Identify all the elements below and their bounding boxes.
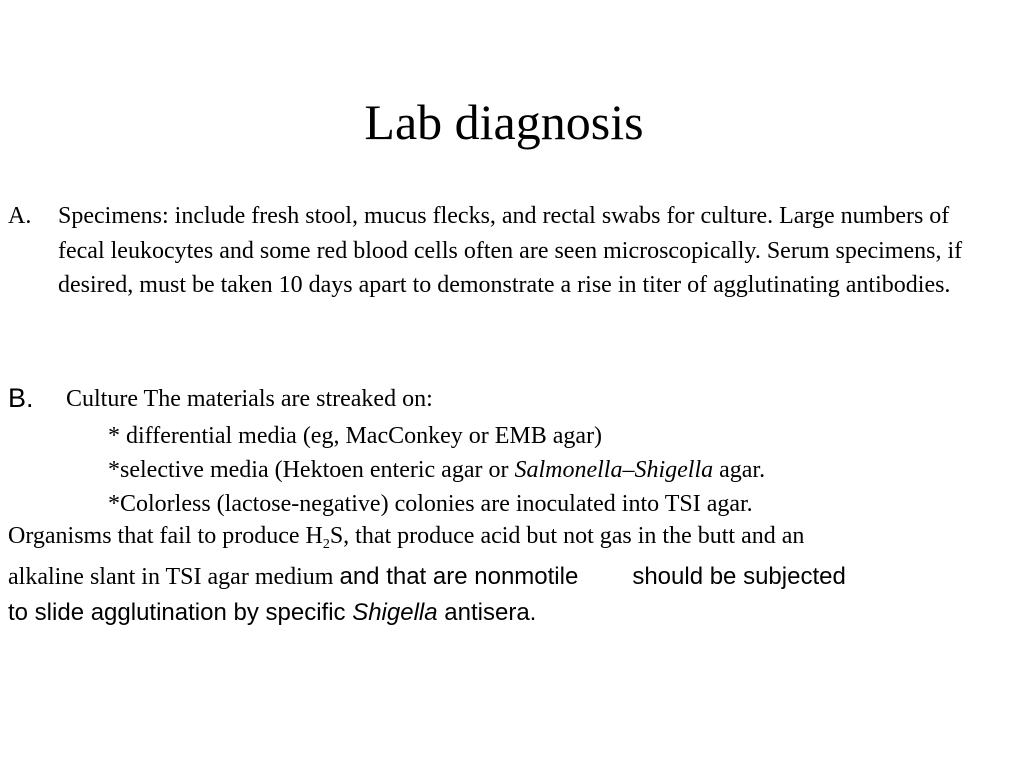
selective-media-italic: Salmonella–Shigella [514,457,714,483]
item-a-marker: A. [8,203,32,229]
h2s-subscript: 2 [322,537,330,552]
paragraph-line-3 [8,595,1008,629]
culture-media-list [108,419,765,521]
selective-media-suffix: agar. [713,457,766,483]
list-item-selective-media [108,453,765,487]
list-item-differential-media: * differential media (eg, MacConkey or EMB agar) [108,423,603,449]
line2-serif-text: alkaline slant in TSI agar medium [8,564,340,590]
item-b-marker: B. [8,383,34,413]
selective-media-prefix: *selective media (Hektoen enteric agar or [108,457,515,483]
organisms-paragraph [8,519,1008,629]
paragraph-line-2 [8,559,1008,595]
line3-suffix: antisera. [437,599,537,626]
item-b-heading: Culture The materials are streaked on: [66,386,433,412]
paragraph-line-1 [8,519,1008,555]
line1-prefix: Organisms that fail to produce H [8,523,323,549]
line3-prefix: to slide agglutination by specific [8,599,353,626]
line2-sans-text-a: and that are nonmotile [339,563,579,590]
item-a-text: Specimens: include fresh stool, mucus flecks, and rectal swabs for culture. Large numbers of fecal leukocytes and some red blood cells often are seen microscopically. Serum specimens, if desired, must be taken 10 days apart to demonstrate a rise in titer of agglutinating antibodies. [58,203,963,298]
line1-suffix: S, that produce acid but not gas in the butt and an [329,523,805,549]
line3-italic: Shigella [352,599,438,626]
list-item-colorless-colonies: *Colorless (lactose-negative) colonies are inoculated into TSI agar. [108,491,753,517]
line2-sans-text-b: should be subjected [632,563,846,590]
slide-title: Lab diagnosis [364,94,644,150]
